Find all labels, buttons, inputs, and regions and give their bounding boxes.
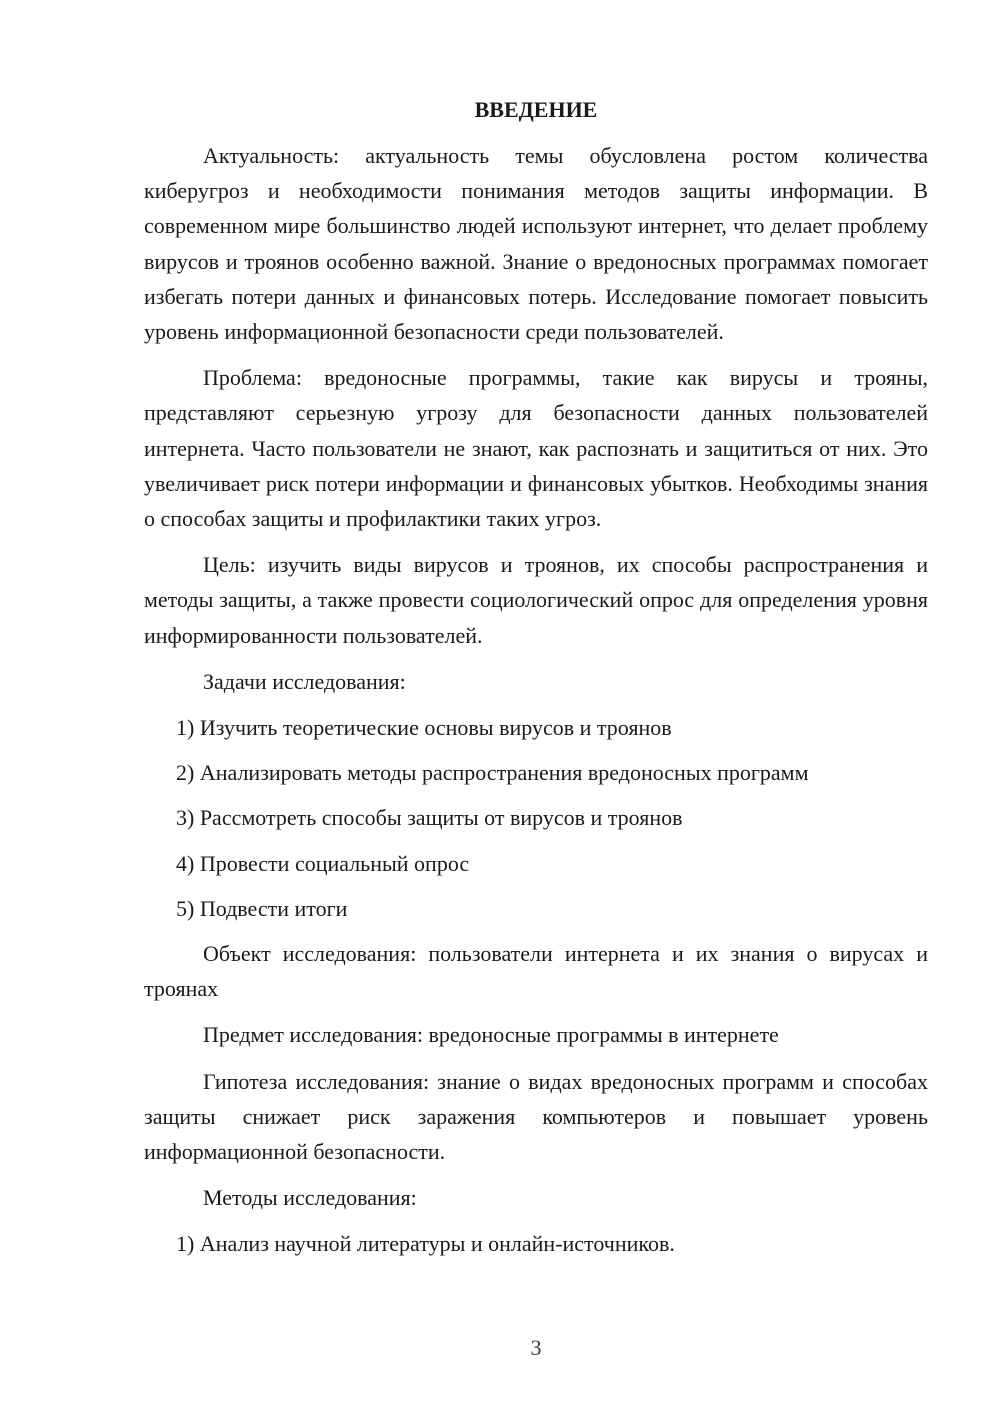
paragraph-subject: Предмет исследования: вредоносные программы в интернете xyxy=(203,1022,779,1048)
list-item: 1) Изучить теоретические основы вирусов и троянов xyxy=(176,715,672,741)
list-item: 2) Анализировать методы распространения вредоносных программ xyxy=(176,760,809,786)
methods-list xyxy=(144,1226,928,1261)
paragraph-object: Объект исследования: пользователи интернета и их знания о вирусах и троянах xyxy=(144,941,928,1002)
page-content xyxy=(144,94,928,1272)
list-item: 5) Подвести итоги xyxy=(176,895,348,921)
tasks-heading: Задачи исследования: xyxy=(203,668,406,694)
list-item: 3) Рассмотреть способы защиты от вирусов и троянов xyxy=(176,805,683,831)
paragraph-goal: Цель: изучить виды вирусов и троянов, их способы распространения и методы защиты, а также провести социологический опрос для определения уровня информированности пользователей. xyxy=(144,552,928,648)
page-title: ВВЕДЕНИЕ xyxy=(474,97,598,122)
list-item: 1) Анализ научной литературы и онлайн-источников. xyxy=(176,1231,675,1257)
tasks-list xyxy=(144,710,928,926)
paragraph-relevance: Актуальность: актуальность темы обусловлена ростом количества киберугроз и необходимости понимания методов защиты информации. В современном мире большинство людей используют интернет, что делает проблему вирусов и троянов особенно важной. Знание о вредоносных программах помогает избегать потери данных и финансовых потерь. Исследование помогает повысить уровень информационной безопасности среди пользователей. xyxy=(144,143,928,345)
methods-heading: Методы исследования: xyxy=(203,1185,417,1211)
list-item: 4) Провести социальный опрос xyxy=(176,850,470,876)
paragraph-hypothesis: Гипотеза исследования: знание о видах вредоносных программ и способах защиты снижает риск заражения компьютеров и повышает уровень информационной безопасности. xyxy=(144,1068,928,1165)
page-number: 3 xyxy=(530,1335,542,1360)
paragraph-problem: Проблема: вредоносные программы, такие как вирусы и трояны, представляют серьезную угрозу для безопасности данных пользователей интернета. Часто пользователи не знают, как распознать и защититься от них. Это увеличивает риск потери информации и финансовых убытков. Необходимы знания о способах защиты и профилактики таких угроз. xyxy=(144,365,928,532)
